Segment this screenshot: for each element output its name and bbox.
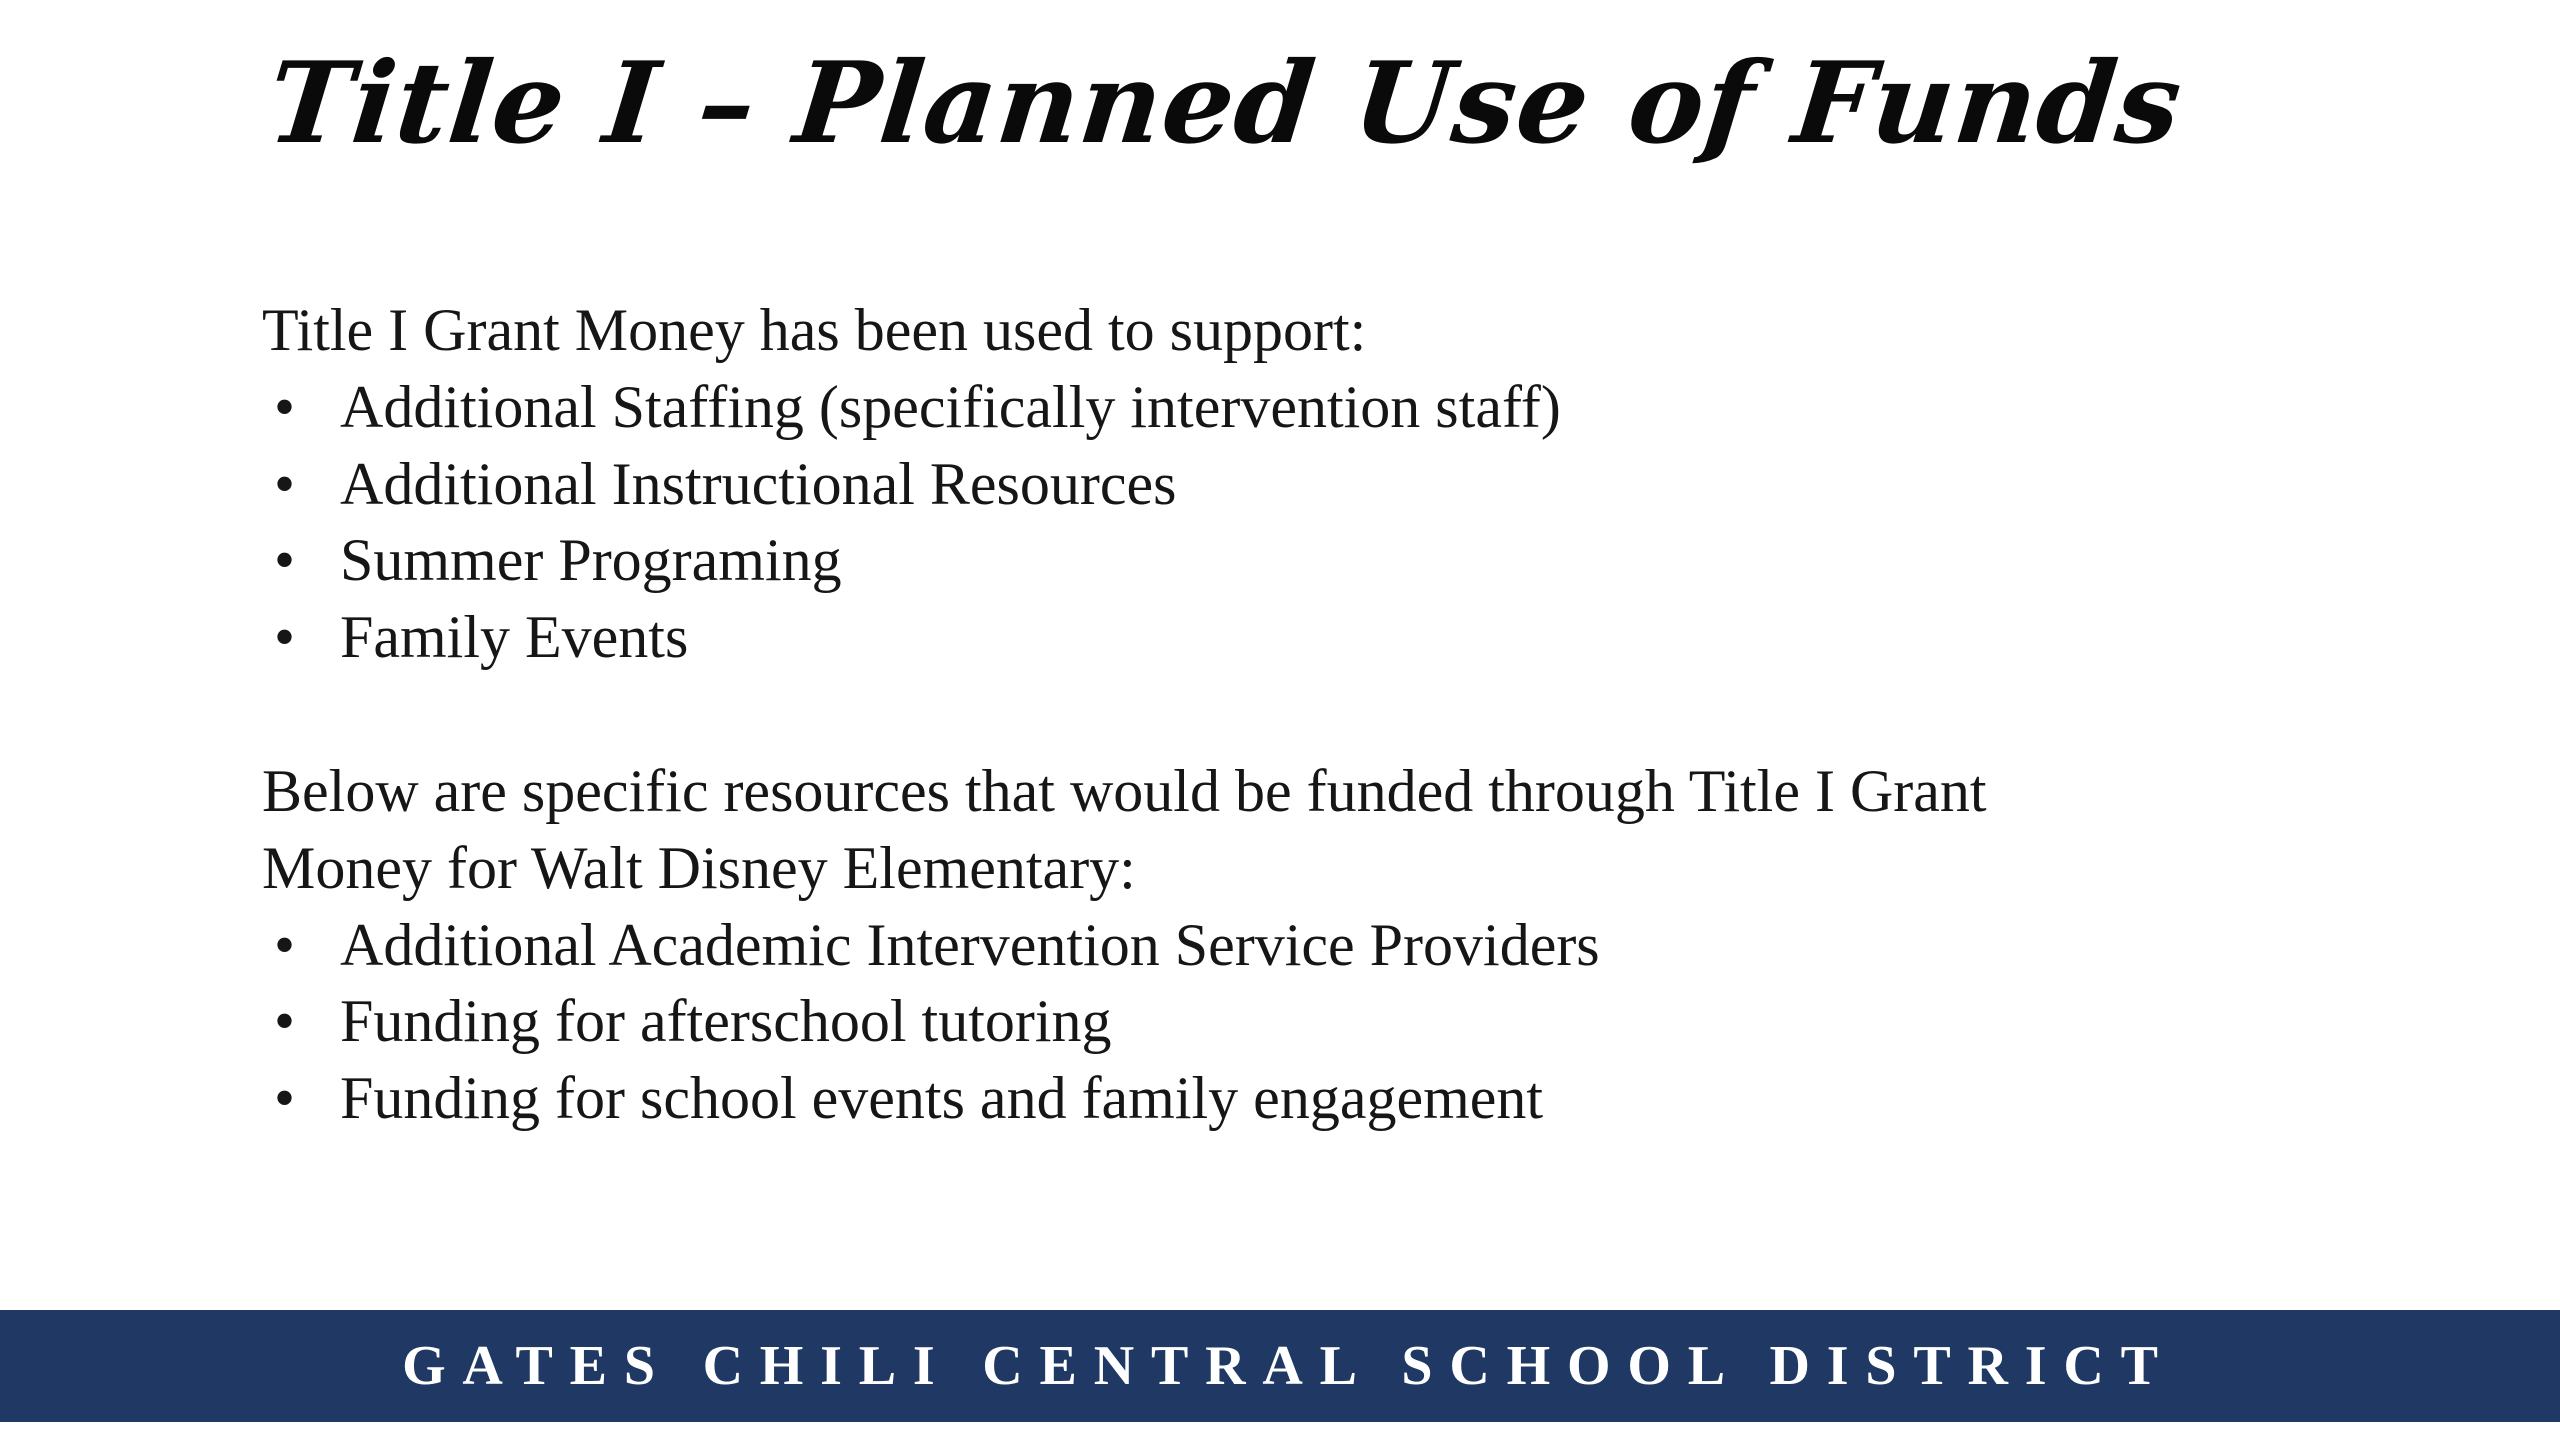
footer-bar: [0, 1310, 2560, 1422]
bullet-item: • Family Events: [262, 599, 2162, 676]
footer-district-name: GATES CHILI CENTRAL SCHOOL DISTRICT: [402, 1335, 2175, 1397]
slide-title: Title I – Planned Use of Funds: [262, 38, 2188, 169]
bullet-item: • Funding for afterschool tutoring: [262, 983, 2162, 1060]
section2-intro: Below are specific resources that would be funded through Title I Grant Money for Walt Disney Elementary:: [262, 757, 1987, 901]
bullet-item: • Additional Academic Intervention Service Providers: [262, 907, 2162, 984]
bullet-item: • Summer Programing: [262, 522, 2162, 599]
section2-bullet-list: [262, 907, 2162, 1137]
bullet-item: • Additional Instructional Resources: [262, 446, 2162, 523]
bullet-item: • Funding for school events and family engagement: [262, 1060, 2162, 1137]
slide-body: [262, 292, 2162, 1137]
section1-bullet-list: [262, 369, 2162, 676]
bullet-item: • Additional Staffing (specifically intervention staff): [262, 369, 2162, 446]
section1-intro: Title I Grant Money has been used to support:: [262, 297, 1367, 363]
